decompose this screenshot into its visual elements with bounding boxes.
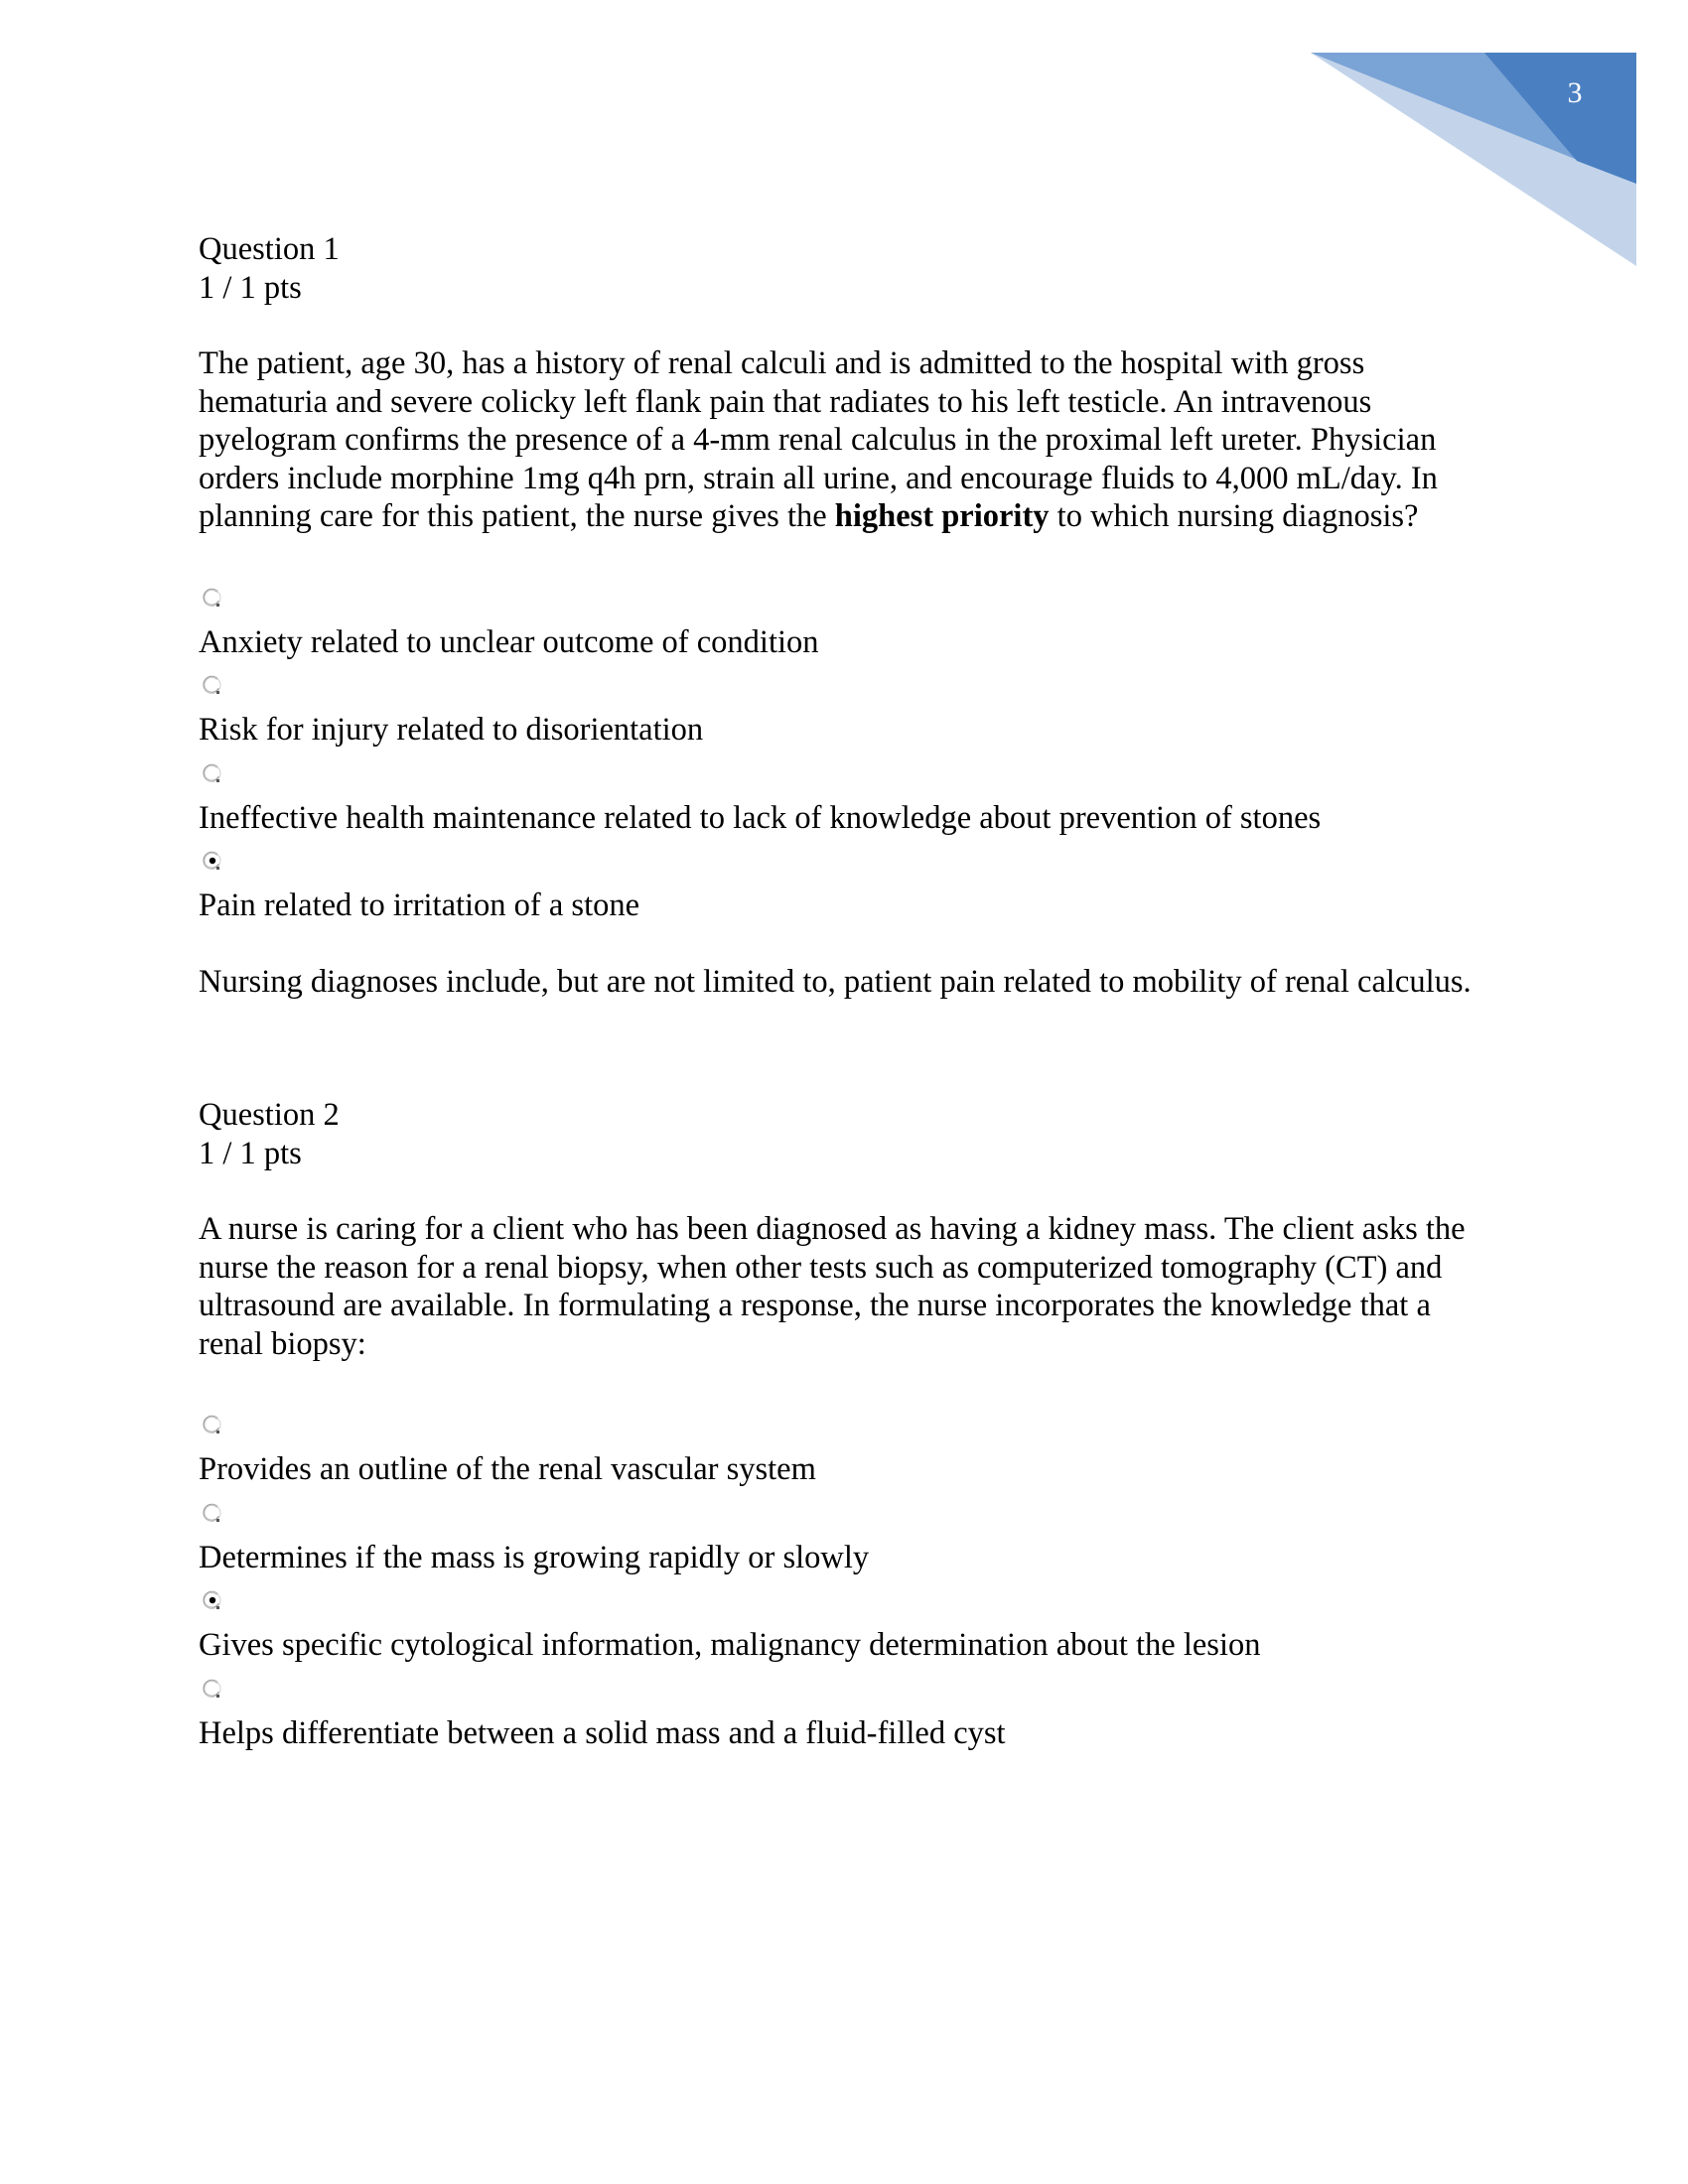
question-title: Question 2 (199, 1097, 340, 1133)
answer-option (199, 1679, 1489, 1753)
answer-option-label[interactable]: Risk for injury related to disorientation (199, 712, 704, 748)
answer-option-label[interactable]: Determines if the mass is growing rapidly or slowly (199, 1539, 870, 1575)
question-text: A nurse is caring for a client who has been diagnosed as having a kidney mass. The client asks the nurse the reason for a renal biopsy, when other tests such as computerized tomography (CT) and ultrasound are available. In formulating a response, the nurse incorporates the knowledge that a renal biopsy: (199, 1211, 1466, 1362)
answer-option-label[interactable]: Provides an outline of the renal vascular system (199, 1451, 816, 1487)
radio-unselected-icon[interactable] (203, 588, 222, 608)
page-number: 3 (1567, 76, 1583, 109)
answer-option (199, 1503, 1489, 1577)
question-title: Question 1 (199, 231, 340, 267)
answer-option-label[interactable]: Anxiety related to unclear outcome of condition (199, 623, 819, 660)
answer-options (199, 1415, 1489, 1752)
answer-option-label[interactable]: Helps differentiate between a solid mass and a fluid-filled cyst (199, 1714, 1006, 1751)
question-points: 1 / 1 pts (199, 1135, 302, 1171)
question-text-part: to which nursing diagnosis? (1049, 498, 1419, 534)
answer-option (199, 588, 1489, 662)
answer-option (199, 675, 1489, 750)
answer-option-label[interactable]: Gives specific cytological information, malignancy determination about the lesion (199, 1627, 1261, 1663)
question-1 (199, 230, 1489, 1001)
radio-selected-icon[interactable] (203, 851, 222, 871)
question-text-part: The patient, age 30, has a history of renal calculi and is admitted to the hospital with gross hematuria and severe colicky left flank pain that radiates to his left testicle. An intravenous pyelogram confirms the presence of a 4-mm renal calculus in the proximal left ureter. Physician orders include morphine 1mg q4h prn, strain all urine, and encourage fluids to 4,000 mL/day. In planning care for this patient, the nurse gives the (199, 345, 1438, 534)
question-points: 1 / 1 pts (199, 269, 302, 306)
answer-option (199, 851, 1489, 925)
radio-unselected-icon[interactable] (203, 1679, 222, 1699)
radio-unselected-icon[interactable] (203, 675, 222, 695)
answer-option-label[interactable]: Pain related to irritation of a stone (199, 887, 640, 923)
radio-unselected-icon[interactable] (203, 763, 222, 783)
question-text-emphasis: highest priority (834, 498, 1050, 534)
question-2 (199, 1096, 1489, 1752)
answer-option (199, 1590, 1489, 1665)
answer-option-label[interactable]: Ineffective health maintenance related to lack of knowledge about prevention of stones (199, 799, 1322, 836)
answer-feedback: Nursing diagnoses include, but are not limited to, patient pain related to mobility of renal calculus. (199, 963, 1472, 1000)
radio-unselected-icon[interactable] (203, 1415, 222, 1434)
radio-selected-icon[interactable] (203, 1590, 222, 1610)
document-content (199, 230, 1489, 1766)
question-text (199, 344, 1489, 536)
answer-option (199, 1415, 1489, 1489)
radio-unselected-icon[interactable] (203, 1503, 222, 1523)
answer-options (199, 588, 1489, 925)
answer-option (199, 763, 1489, 838)
